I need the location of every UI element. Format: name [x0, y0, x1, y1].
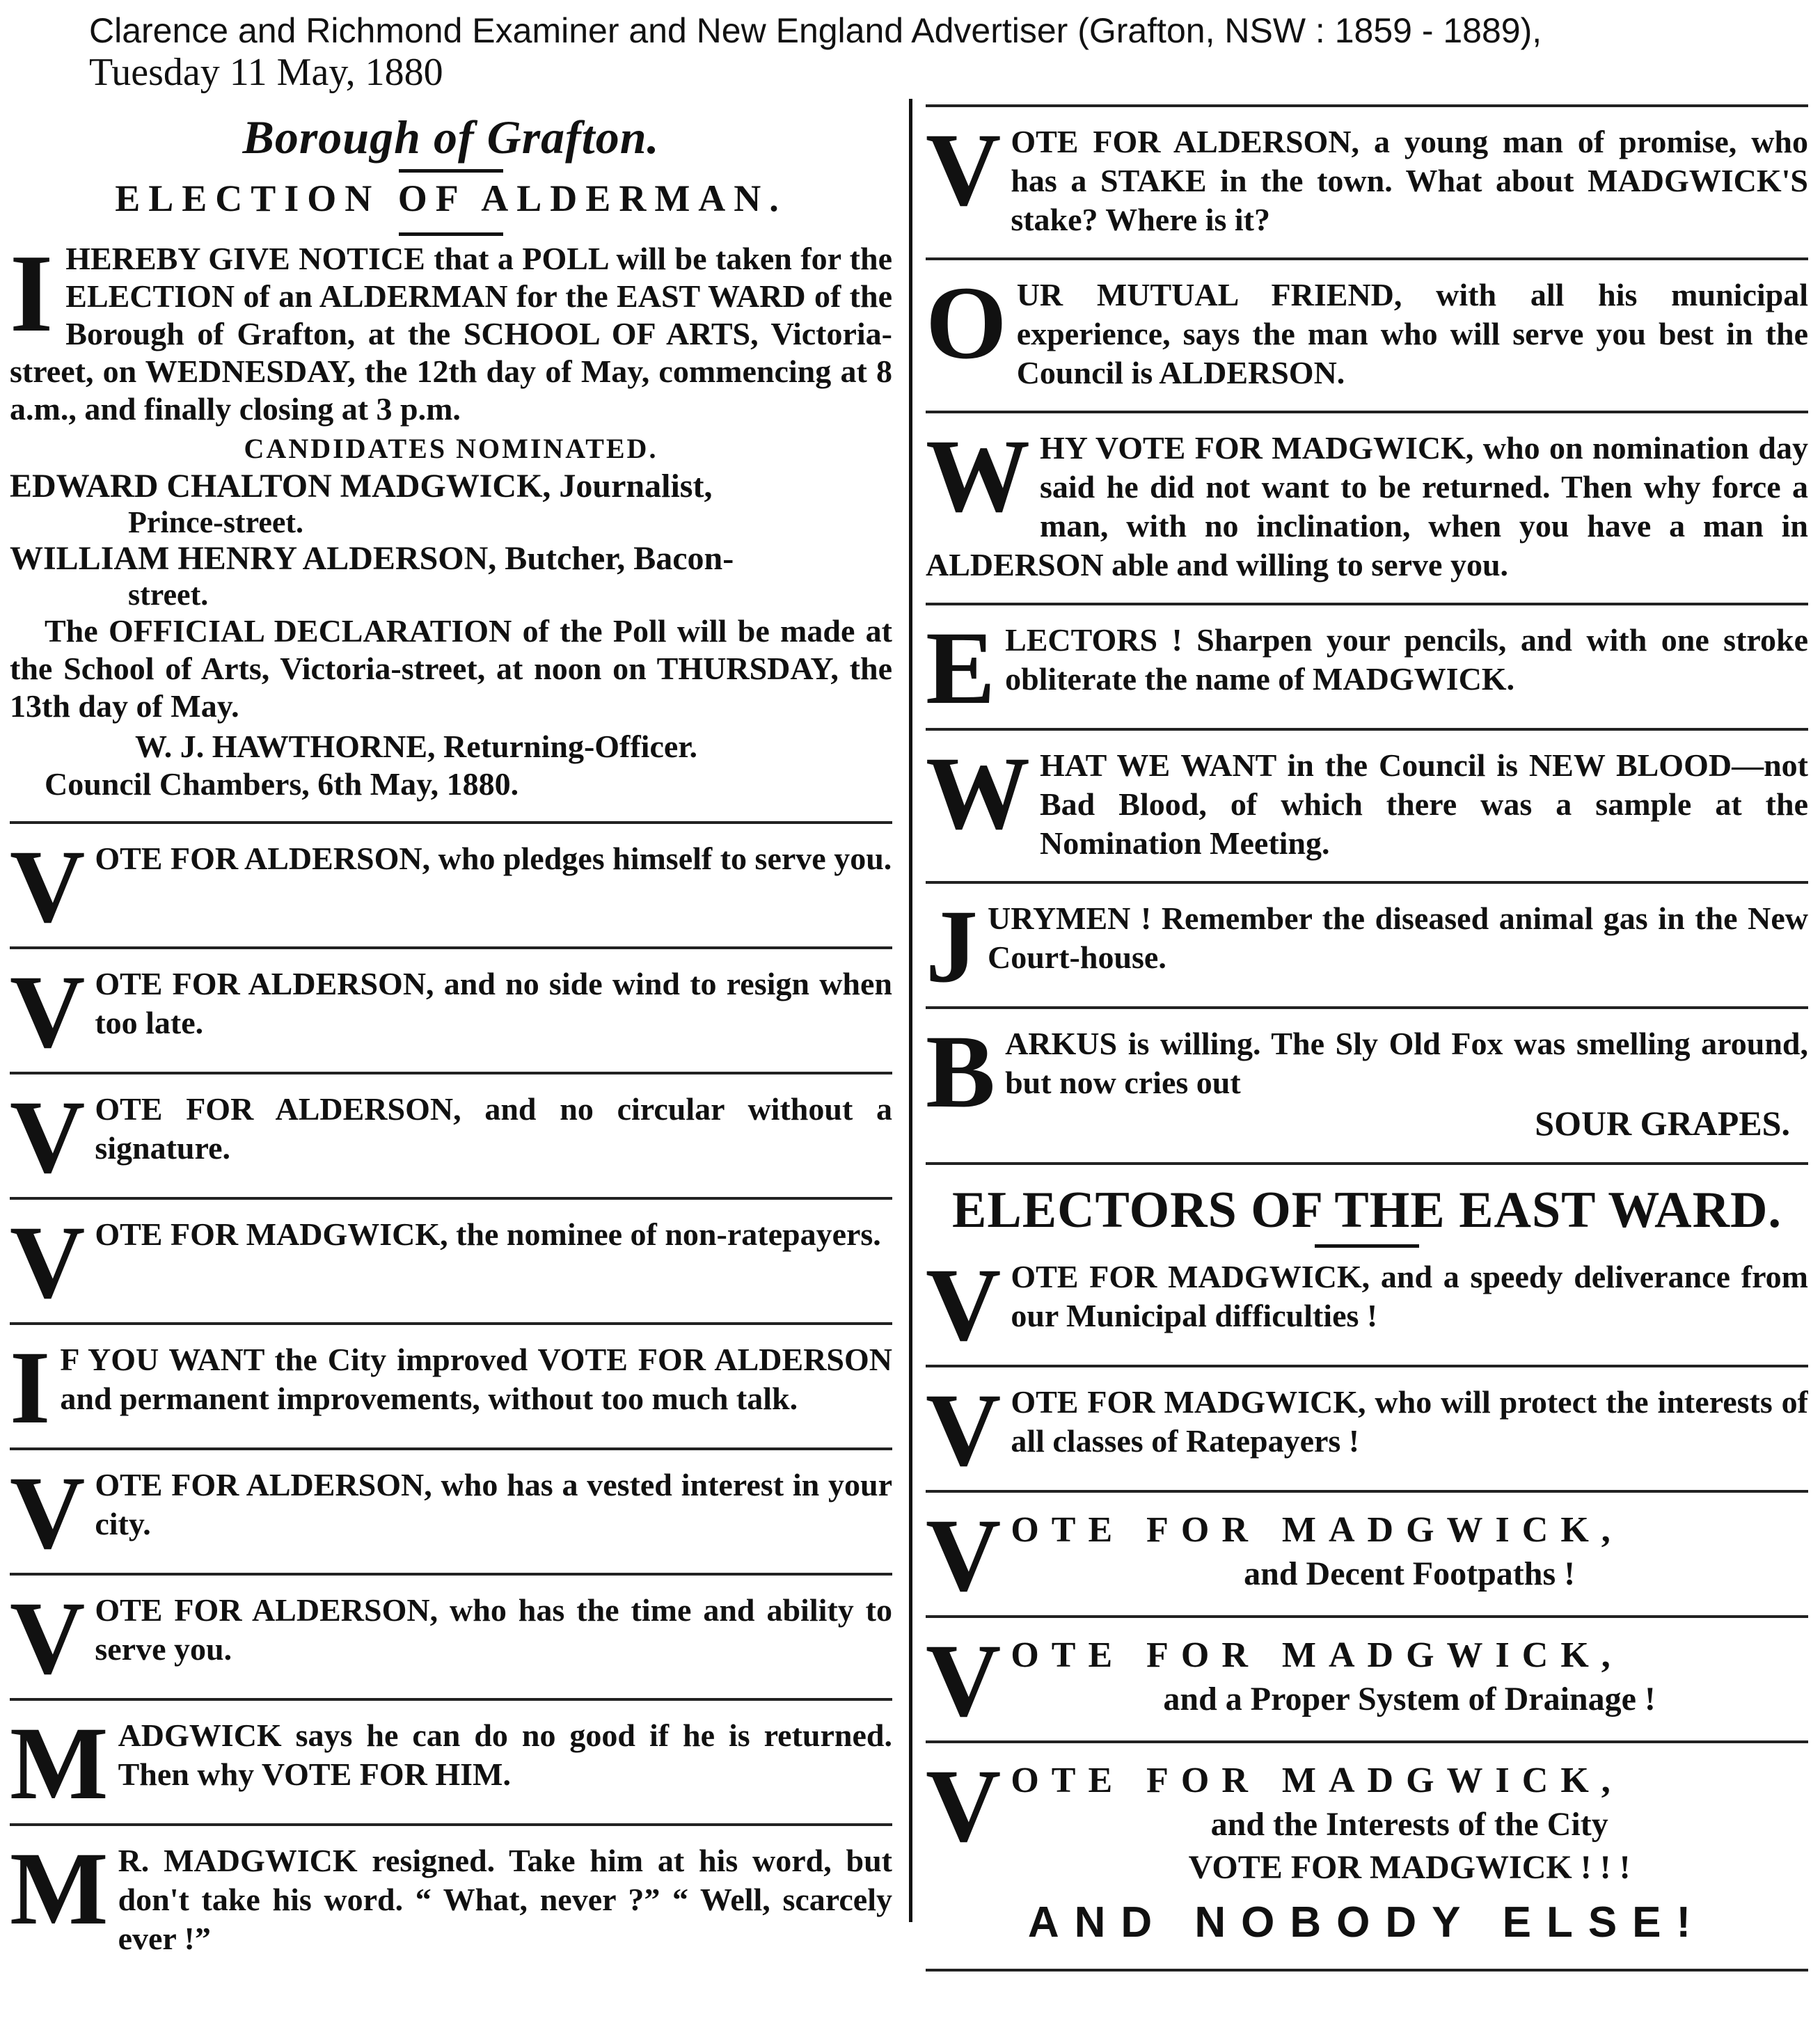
drop-cap: V — [10, 1090, 86, 1179]
ad-tail: SOUR GRAPES. — [1535, 1104, 1790, 1143]
ad-text: and a Proper System of Drainage ! — [1163, 1681, 1656, 1717]
ad-text: F YOU WANT the City improved VOTE FOR ALDERSON and permanent improvements, without too much talk. — [60, 1342, 892, 1416]
advertisement — [926, 746, 1808, 863]
divider-rule — [926, 104, 1808, 107]
drop-cap: I — [10, 240, 54, 355]
ad-text: OTE FOR MADGWICK, — [1011, 1761, 1623, 1800]
divider-rule — [10, 1698, 892, 1701]
divider-rule — [10, 1447, 892, 1450]
advertisement — [926, 1759, 1808, 1889]
candidate-name: EDWARD CHALTON MADGWICK, Journalist, — [10, 468, 713, 505]
advertisement — [926, 1633, 1808, 1722]
ad-text: OTE FOR MADGWICK, — [1011, 1635, 1623, 1675]
advertisement — [10, 1090, 892, 1179]
ad-text: ADGWICK says he can do no good if he is returned. Then why VOTE FOR HIM. — [118, 1717, 892, 1792]
ad-text: OTE FOR ALDERSON, and no circular without a signature. — [95, 1091, 892, 1166]
candidate-name: WILLIAM HENRY ALDERSON, Butcher, Bacon- — [10, 540, 734, 577]
divider-rule — [926, 1969, 1808, 1972]
drop-cap: V — [10, 1215, 86, 1304]
divider-rule — [926, 1006, 1808, 1009]
advertisement — [10, 1591, 892, 1680]
divider-rule — [926, 1365, 1808, 1367]
ad-text: OTE FOR MADGWICK, and a speedy deliverance from our Municipal difficulties ! — [1011, 1259, 1808, 1333]
column-divider — [909, 99, 912, 1922]
ad-text: OTE FOR MADGWICK, who will protect the interests of all classes of Ratepayers ! — [1011, 1384, 1808, 1459]
divider-rule — [10, 1823, 892, 1826]
source-title: Clarence and Richmond Examiner and New England Advertiser (Grafton, NSW : 1859 - 1889), — [89, 11, 1542, 50]
divider-rule — [10, 1072, 892, 1074]
advertisement — [926, 1258, 1808, 1347]
divider-rule — [926, 1490, 1808, 1493]
left-column — [10, 97, 892, 1958]
drop-cap: V — [926, 1633, 1002, 1722]
divider-rule — [926, 257, 1808, 260]
divider-rule — [10, 1197, 892, 1200]
divider-rule — [10, 946, 892, 949]
ad-text: OTE FOR ALDERSON, who has the time and ability to serve you. — [95, 1592, 892, 1667]
advertisement — [926, 621, 1808, 710]
advertisement — [926, 429, 1808, 585]
divider-rule — [926, 1740, 1808, 1743]
divider-rule — [926, 881, 1808, 884]
notice-body-block — [10, 240, 892, 428]
candidates-heading: CANDIDATES NOMINATED. — [244, 433, 658, 464]
ad-text: ARKUS is willing. The Sly Old Fox was smelling around, but now cries out — [1005, 1026, 1808, 1100]
advertisement — [10, 965, 892, 1054]
candidate-address: street. — [128, 578, 209, 612]
returning-officer-signature: W. J. HAWTHORNE, Returning-Officer. — [135, 729, 697, 764]
drop-cap: V — [926, 1759, 1002, 1864]
ad-text: and Decent Footpaths ! — [1244, 1555, 1576, 1592]
drop-cap: V — [926, 1508, 1002, 1597]
ad-text: OTE FOR ALDERSON, who pledges himself to serve you. — [95, 841, 892, 876]
advertisement — [926, 899, 1808, 988]
ad-text: LECTORS ! Sharpen your pencils, and with one stroke obliterate the name of MADGWICK. — [1005, 622, 1808, 697]
divider-rule — [926, 1162, 1808, 1165]
advertisement — [10, 1340, 892, 1429]
divider-rule — [926, 603, 1808, 605]
advertisement — [10, 1215, 892, 1304]
drop-cap: M — [10, 1716, 109, 1805]
place-date: Council Chambers, 6th May, 1880. — [45, 766, 519, 802]
article-caption — [89, 10, 1801, 93]
ad-text: VOTE FOR MADGWICK ! ! ! — [1188, 1849, 1631, 1886]
ad-text: UR MUTUAL FRIEND, with all his municipal experience, says the man who will serve you best in the Council is ALDERSON. — [1016, 277, 1808, 390]
issue-date: Tuesday 11 May, 1880 — [89, 51, 443, 94]
notice-subtitle: ELECTION OF ALDERMAN. — [115, 177, 787, 219]
drop-cap: J — [926, 899, 978, 988]
drop-cap: M — [10, 1841, 109, 1946]
ad-text: OTE FOR ALDERSON, who has a vested interest in your city. — [95, 1467, 892, 1541]
ad-text: HAT WE WANT in the Council is NEW BLOOD—not Bad Blood, of which there was a sample at the Nomination Meeting. — [1040, 747, 1808, 861]
ad-text: HY VOTE FOR MADGWICK, who on nomination day said he did not want to be returned. Then why force a man, with no inclination, when you have a man in ALDERSON able and willing to serve you. — [926, 430, 1808, 582]
divider-rule — [10, 1322, 892, 1325]
advertisement — [926, 1508, 1808, 1597]
advertisement — [926, 1024, 1808, 1144]
section-heading: ELECTORS OF THE EAST WARD. — [952, 1182, 1782, 1239]
closing-slogan: AND NOBODY ELSE! — [1027, 1898, 1707, 1946]
drop-cap: V — [10, 965, 86, 1054]
right-column — [926, 104, 1808, 1987]
drop-cap: V — [926, 122, 1002, 228]
ad-text: R. MADGWICK resigned. Take him at his word, but don't take his word. “ What, never ?” “ Well, scarcely ever !” — [118, 1843, 892, 1956]
drop-cap: I — [10, 1340, 51, 1429]
drop-cap: V — [10, 839, 86, 928]
ad-text: OTE FOR ALDERSON, a young man of promise, who has a STAKE in the town. What about MADGWICK'S stake? Where is it? — [1011, 124, 1808, 237]
notice-body: HEREBY GIVE NOTICE that a POLL will be taken for the ELECTION of an ALDERMAN for the EAST WARD of the Borough of Grafton, at the SCHOOL OF ARTS, Victoria-street, on WEDNESDAY, the 12th day of May, commencing at 8 a.m., and finally closing at 3 p.m. — [10, 241, 892, 427]
short-rule — [399, 232, 503, 236]
drop-cap: V — [926, 1258, 1002, 1347]
divider-rule — [10, 821, 892, 824]
divider-rule — [926, 411, 1808, 413]
divider-rule — [926, 728, 1808, 731]
ad-text: URYMEN ! Remember the diseased animal gas in the New Court-house. — [988, 901, 1808, 975]
declaration-text: The OFFICIAL DECLARATION of the Poll will be made at the School of Arts, Victoria-street, at noon on THURSDAY, the 13th day of May. — [10, 613, 892, 724]
ad-text: and the Interests of the City — [1210, 1806, 1608, 1843]
ad-text: OTE FOR MADGWICK, the nominee of non-ratepayers. — [95, 1216, 881, 1252]
ad-text: OTE FOR ALDERSON, and no side wind to resign when too late. — [95, 966, 892, 1040]
drop-cap: W — [926, 746, 1030, 851]
divider-rule — [10, 1573, 892, 1576]
notice-title: Borough of Grafton. — [242, 111, 660, 164]
advertisement — [10, 1466, 892, 1555]
drop-cap: V — [10, 1591, 86, 1680]
advertisement — [926, 122, 1808, 239]
candidate-address: Prince-street. — [128, 505, 304, 539]
advertisement — [10, 1841, 892, 1958]
short-rule — [1315, 1244, 1419, 1248]
drop-cap: E — [926, 621, 996, 710]
drop-cap: W — [926, 429, 1030, 534]
advertisement — [10, 1716, 892, 1805]
advertisement — [10, 839, 892, 928]
divider-rule — [926, 1615, 1808, 1618]
advertisement — [926, 276, 1808, 392]
ad-text: OTE FOR MADGWICK, — [1011, 1510, 1623, 1550]
drop-cap: O — [926, 276, 1007, 381]
drop-cap: V — [10, 1466, 86, 1555]
short-rule — [399, 169, 503, 173]
drop-cap: B — [926, 1024, 996, 1129]
drop-cap: V — [926, 1383, 1002, 1472]
advertisement — [926, 1383, 1808, 1472]
